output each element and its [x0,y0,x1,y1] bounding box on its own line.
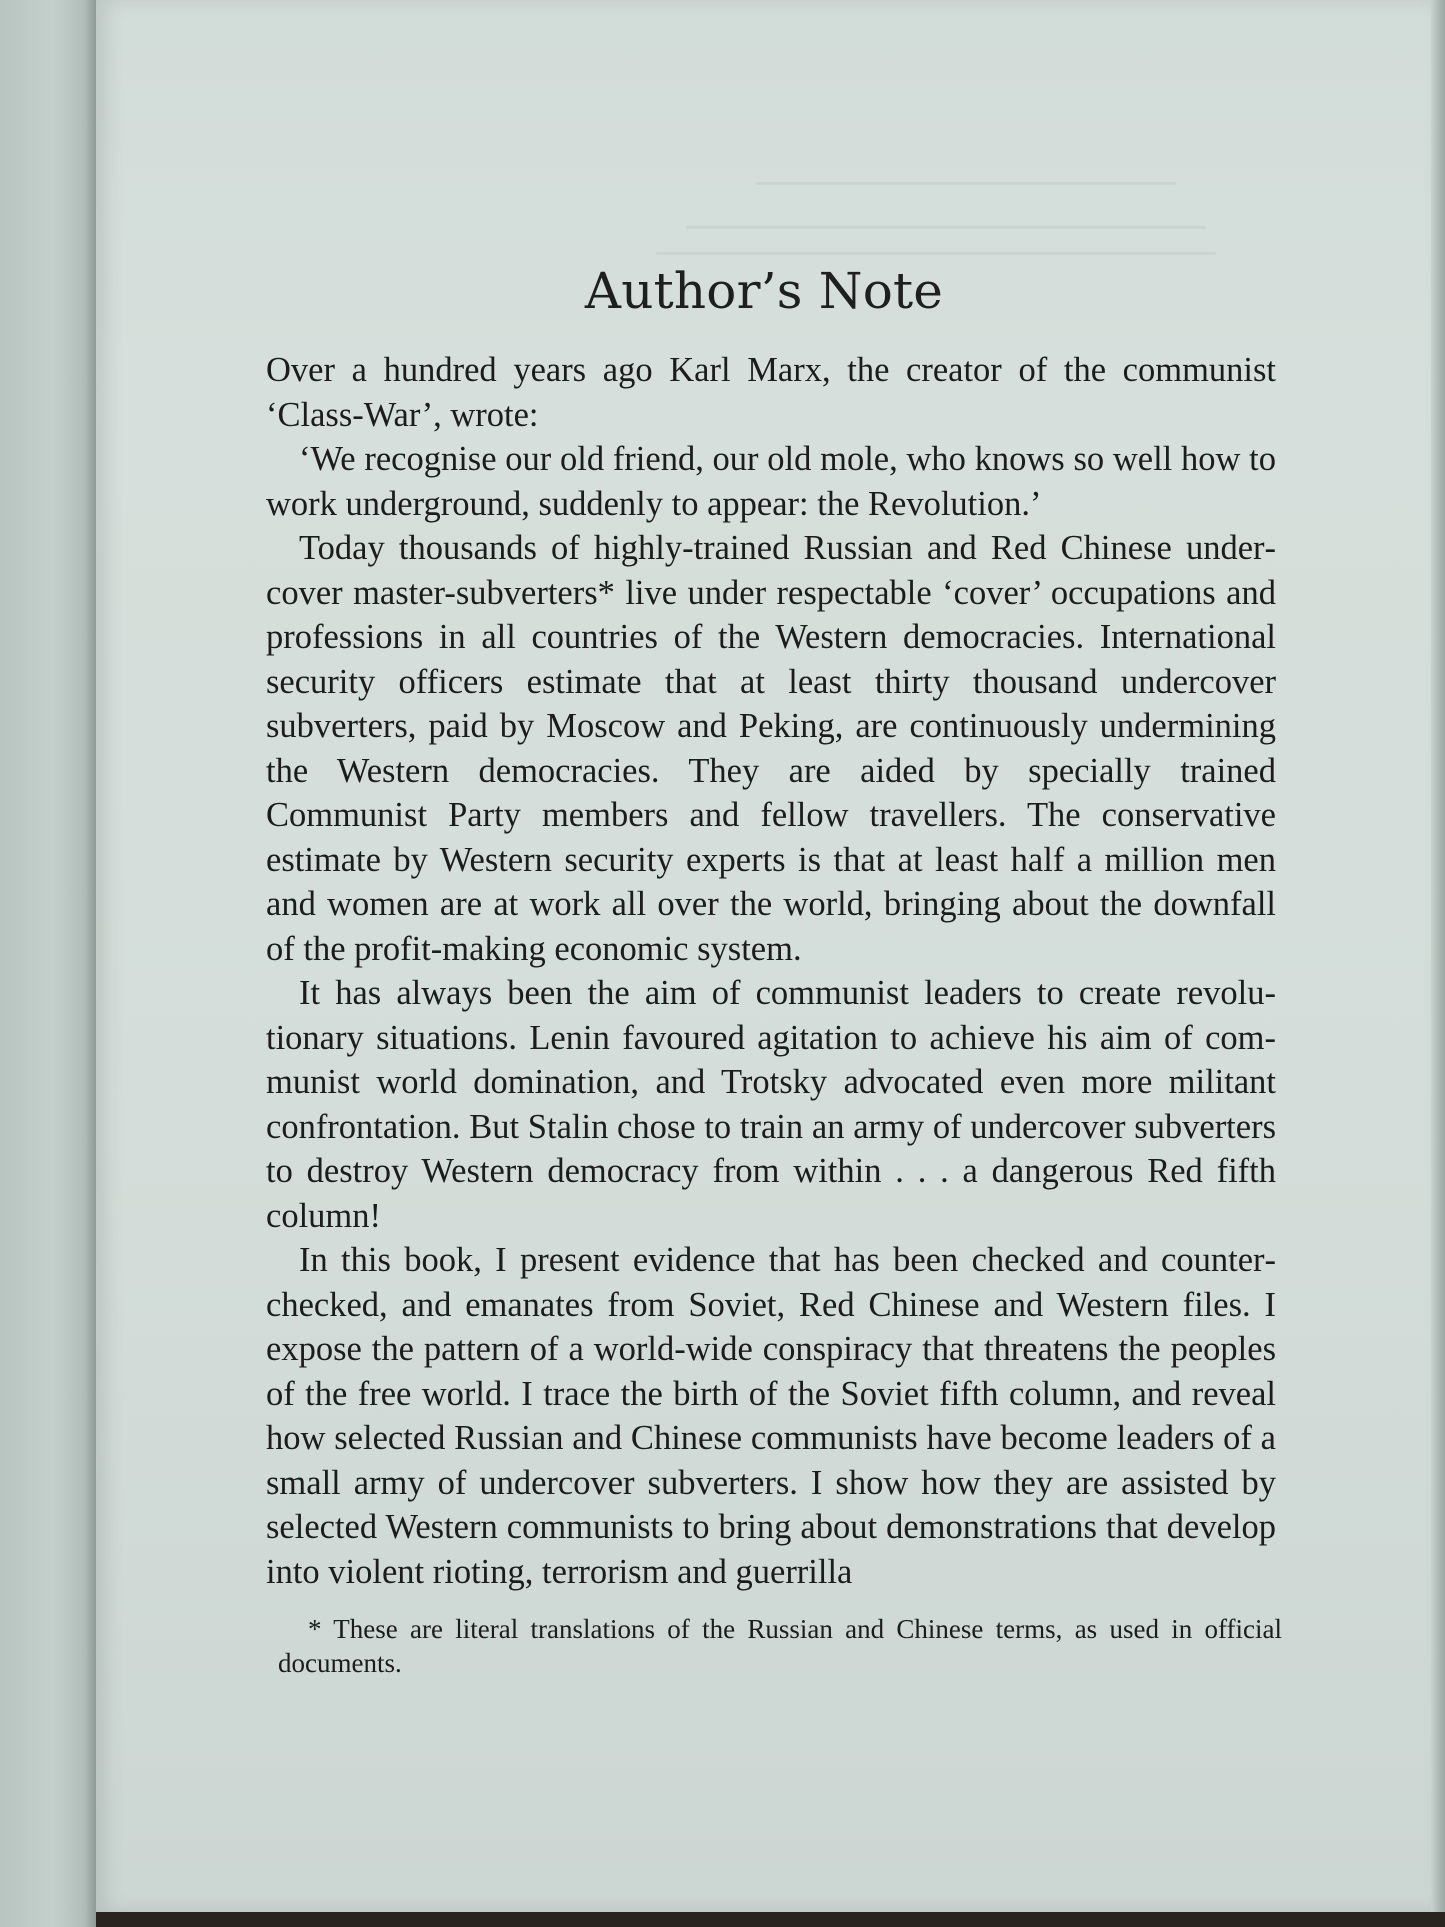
show-through-line [756,182,1176,185]
show-through-line [656,252,1216,255]
paragraph: It has always been the aim of communist leaders to create revolutionary situations. Lenin favoured agitation to achieve his aim of communist world domination, and Trotsky advocated even more militant confrontation. But Stalin chose to train an army of undercover subverters to destroy Western democracy from within . . . a dangerous Red fifth column! [266,974,1276,1235]
paragraph: ‘We recognise our old friend, our old mole, who knows so well how to work underground, suddenly to appear: the Revolution.’ [266,440,1276,523]
footnote: * These are literal translations of the Russian and Chinese terms, as used in official documents. [278,1614,1282,1678]
body-text [266,348,1276,1594]
page-right-edge [1431,0,1445,1927]
page-bottom-edge [96,1912,1445,1927]
page-title: Author’s Note [584,262,944,320]
show-through-line [686,226,1206,229]
paragraph: In this book, I present evidence that has been checked and counterchecked, and emanates from Soviet, Red Chinese and Western files. I expose the pattern of a world-wide conspiracy that threatens the peoples of the free world. I trace the birth of the Soviet fifth column, and reveal how selected Russian and Chinese communists have become leaders of a small army of undercover subverters. I show how they are assisted by selected Western communists to bring about demonstrations that develop into violent rioting, terrorism and guerrilla [266,1241,1276,1591]
book-page [96,0,1432,1912]
left-inner-cover [0,0,96,1927]
paragraph: Over a hundred years ago Karl Marx, the creator of the communist ‘Class-War’, wrote: [266,351,1276,434]
paragraph: Today thousands of highly-trained Russian and Red Chinese undercover master-subverters* live under respectable ‘cover’ occupations and professions in all countries of the Western democracies. International security officers estimate that at least thirty thousand undercover subverters, paid by Moscow and Peking, are continuously undermining the Western democracies. They are aided by specially trained Communist Party members and fellow travellers. The conservative estimate by Western security experts is that at least half a million men and women are at work all over the world, bringing about the downfall of the profit-making economic system. [266,529,1276,968]
